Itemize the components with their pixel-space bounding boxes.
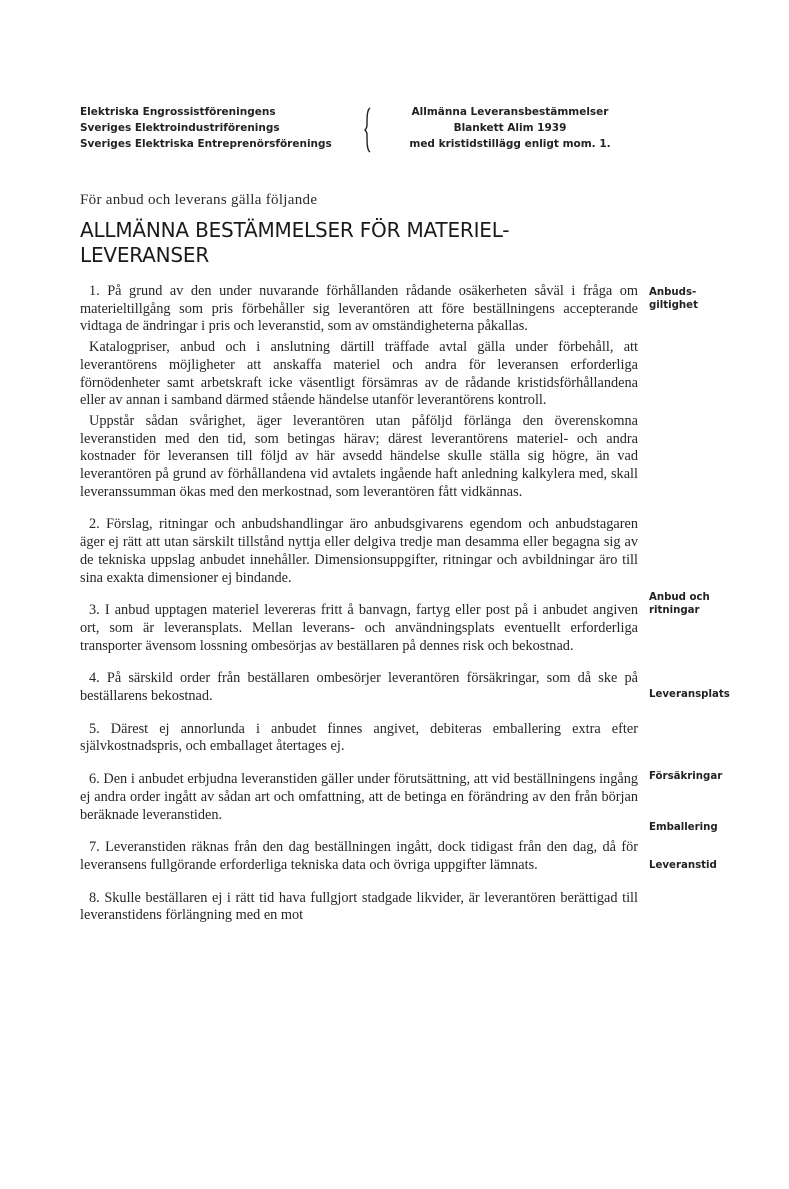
margin-note-emballering: Emballering: [649, 822, 718, 833]
paragraph-2: 2. Förslag, ritningar och anbudshandlingar äro anbudsgivarens egendom och anbudstagaren äger ej rätt att utan särskilt tillstånd nyttja eller delgiva tredje man desamma eller begagna sig av de tekniska uppslag anbudet innehåller. Dimensionsuppgifter, ritningar och avbildningar äro till sina exakta dimensioner ej bindande.: [80, 516, 638, 586]
form-title: Allmänna Leveransbestämmelser: [411, 106, 609, 118]
paragraph-7: 7. Leveranstiden räknas från den dag beställningen ingått, dock tidigast från den dag, då för leveransens fullgörande erforderliga tekniska data och övriga uppgifter lämnats.: [80, 839, 638, 873]
margin-note-forsakringar: Försäkringar: [649, 771, 723, 782]
page-title: ALLMÄNNA BESTÄMMELSER FÖR MATERIEL-LEVERANSER: [80, 218, 510, 267]
paragraph-5: 5. Därest ej annorlunda i anbudet finnes angivet, debiteras emballering extra efter självkostnadspris, och emballaget återtages ej.: [80, 720, 638, 755]
issuing-associations: [80, 104, 362, 152]
margin-note-leveransplats: Leveransplats: [649, 689, 730, 700]
association-name: Sveriges Elektriska Entreprenörsförenings: [80, 138, 332, 150]
form-designation: [380, 104, 640, 152]
paragraph-4: 4. På särskild order från beställaren ombesörjer leverantören försäkringar, som då ske på beställarens bekostnad.: [80, 670, 638, 705]
paragraph-3: 3. I anbud upptagen materiel levereras fritt å banvagn, fartyg eller post på i anbudet angiven ort, som är leveransplats. Mellan leverans- och användningsplats eventuellt erforderliga transporter ävensom lossning ombesörjas av beställaren på dennes risk och bekostnad.: [80, 602, 638, 654]
paragraph-6: 6. Den i anbudet erbjudna leveranstiden gäller under förutsättning, att vid beställningens ingång ej andra order ingått av sådan art och omfattning, att de betinga en förändring av den från början beräknade leveranstiden.: [80, 771, 638, 823]
brace-icon: [364, 107, 374, 153]
paragraph-1b: Katalogpriser, anbud och i anslutning därtill träffade avtal gälla under förbehåll, att leverantörens möjligheter att anskaffa materiel och andra för leveransen erforderliga förnödenheter samt arbetskraft icke väsentligt försämras av de rådande kristidsförhållandena eller av annan i samband därmed stående händelse utanför leverantörens kontroll.: [80, 339, 638, 409]
association-name: Sveriges Elektroindustriförenings: [80, 122, 280, 134]
document-body: [80, 283, 638, 925]
intro-line: För anbud och leverans gälla följande: [80, 192, 318, 208]
paragraph-1: 1. På grund av den under nuvarande förhållanden rådande osäkerheten såväl i fråga om materieltillgång som pris förbehåller sig leverantören att före beställningens accepterande vidtaga de ändringar i pris och leveranstid, som av omständigheterna påkallas.: [80, 283, 638, 335]
margin-note-anbudsgiltighet: Anbuds- giltighet: [649, 287, 698, 311]
association-name: Elektriska Engrossistföreningens: [80, 106, 276, 118]
form-supplement: med kristidstillägg enligt mom. 1.: [409, 138, 611, 150]
margin-note-anbud-och-ritningar: Anbud och ritningar: [649, 592, 710, 616]
paragraph-1c: Uppstår sådan svårighet, äger leverantören utan påföljd förlänga den överenskomna leveranstiden med den tid, som betingas härav; därest leverantörens materiel- och andra kostnader för leveransen till följd av här avsedd händelse skulle ställa sig högre, än vad leverantören på grund av förhållandena vid avtalets ingående haft anledning kalkylera med, skall leveranssumman ökas med den merkostnad, som leverantören fått vidkännas.: [80, 412, 638, 500]
margin-note-leveranstid: Leveranstid: [649, 860, 717, 871]
form-number: Blankett Alim 1939: [453, 122, 567, 134]
paragraph-8: 8. Skulle beställaren ej i rätt tid hava fullgjort stadgade likvider, är leverantören berättigad till leveranstidens förlängning med en mot: [80, 889, 638, 924]
